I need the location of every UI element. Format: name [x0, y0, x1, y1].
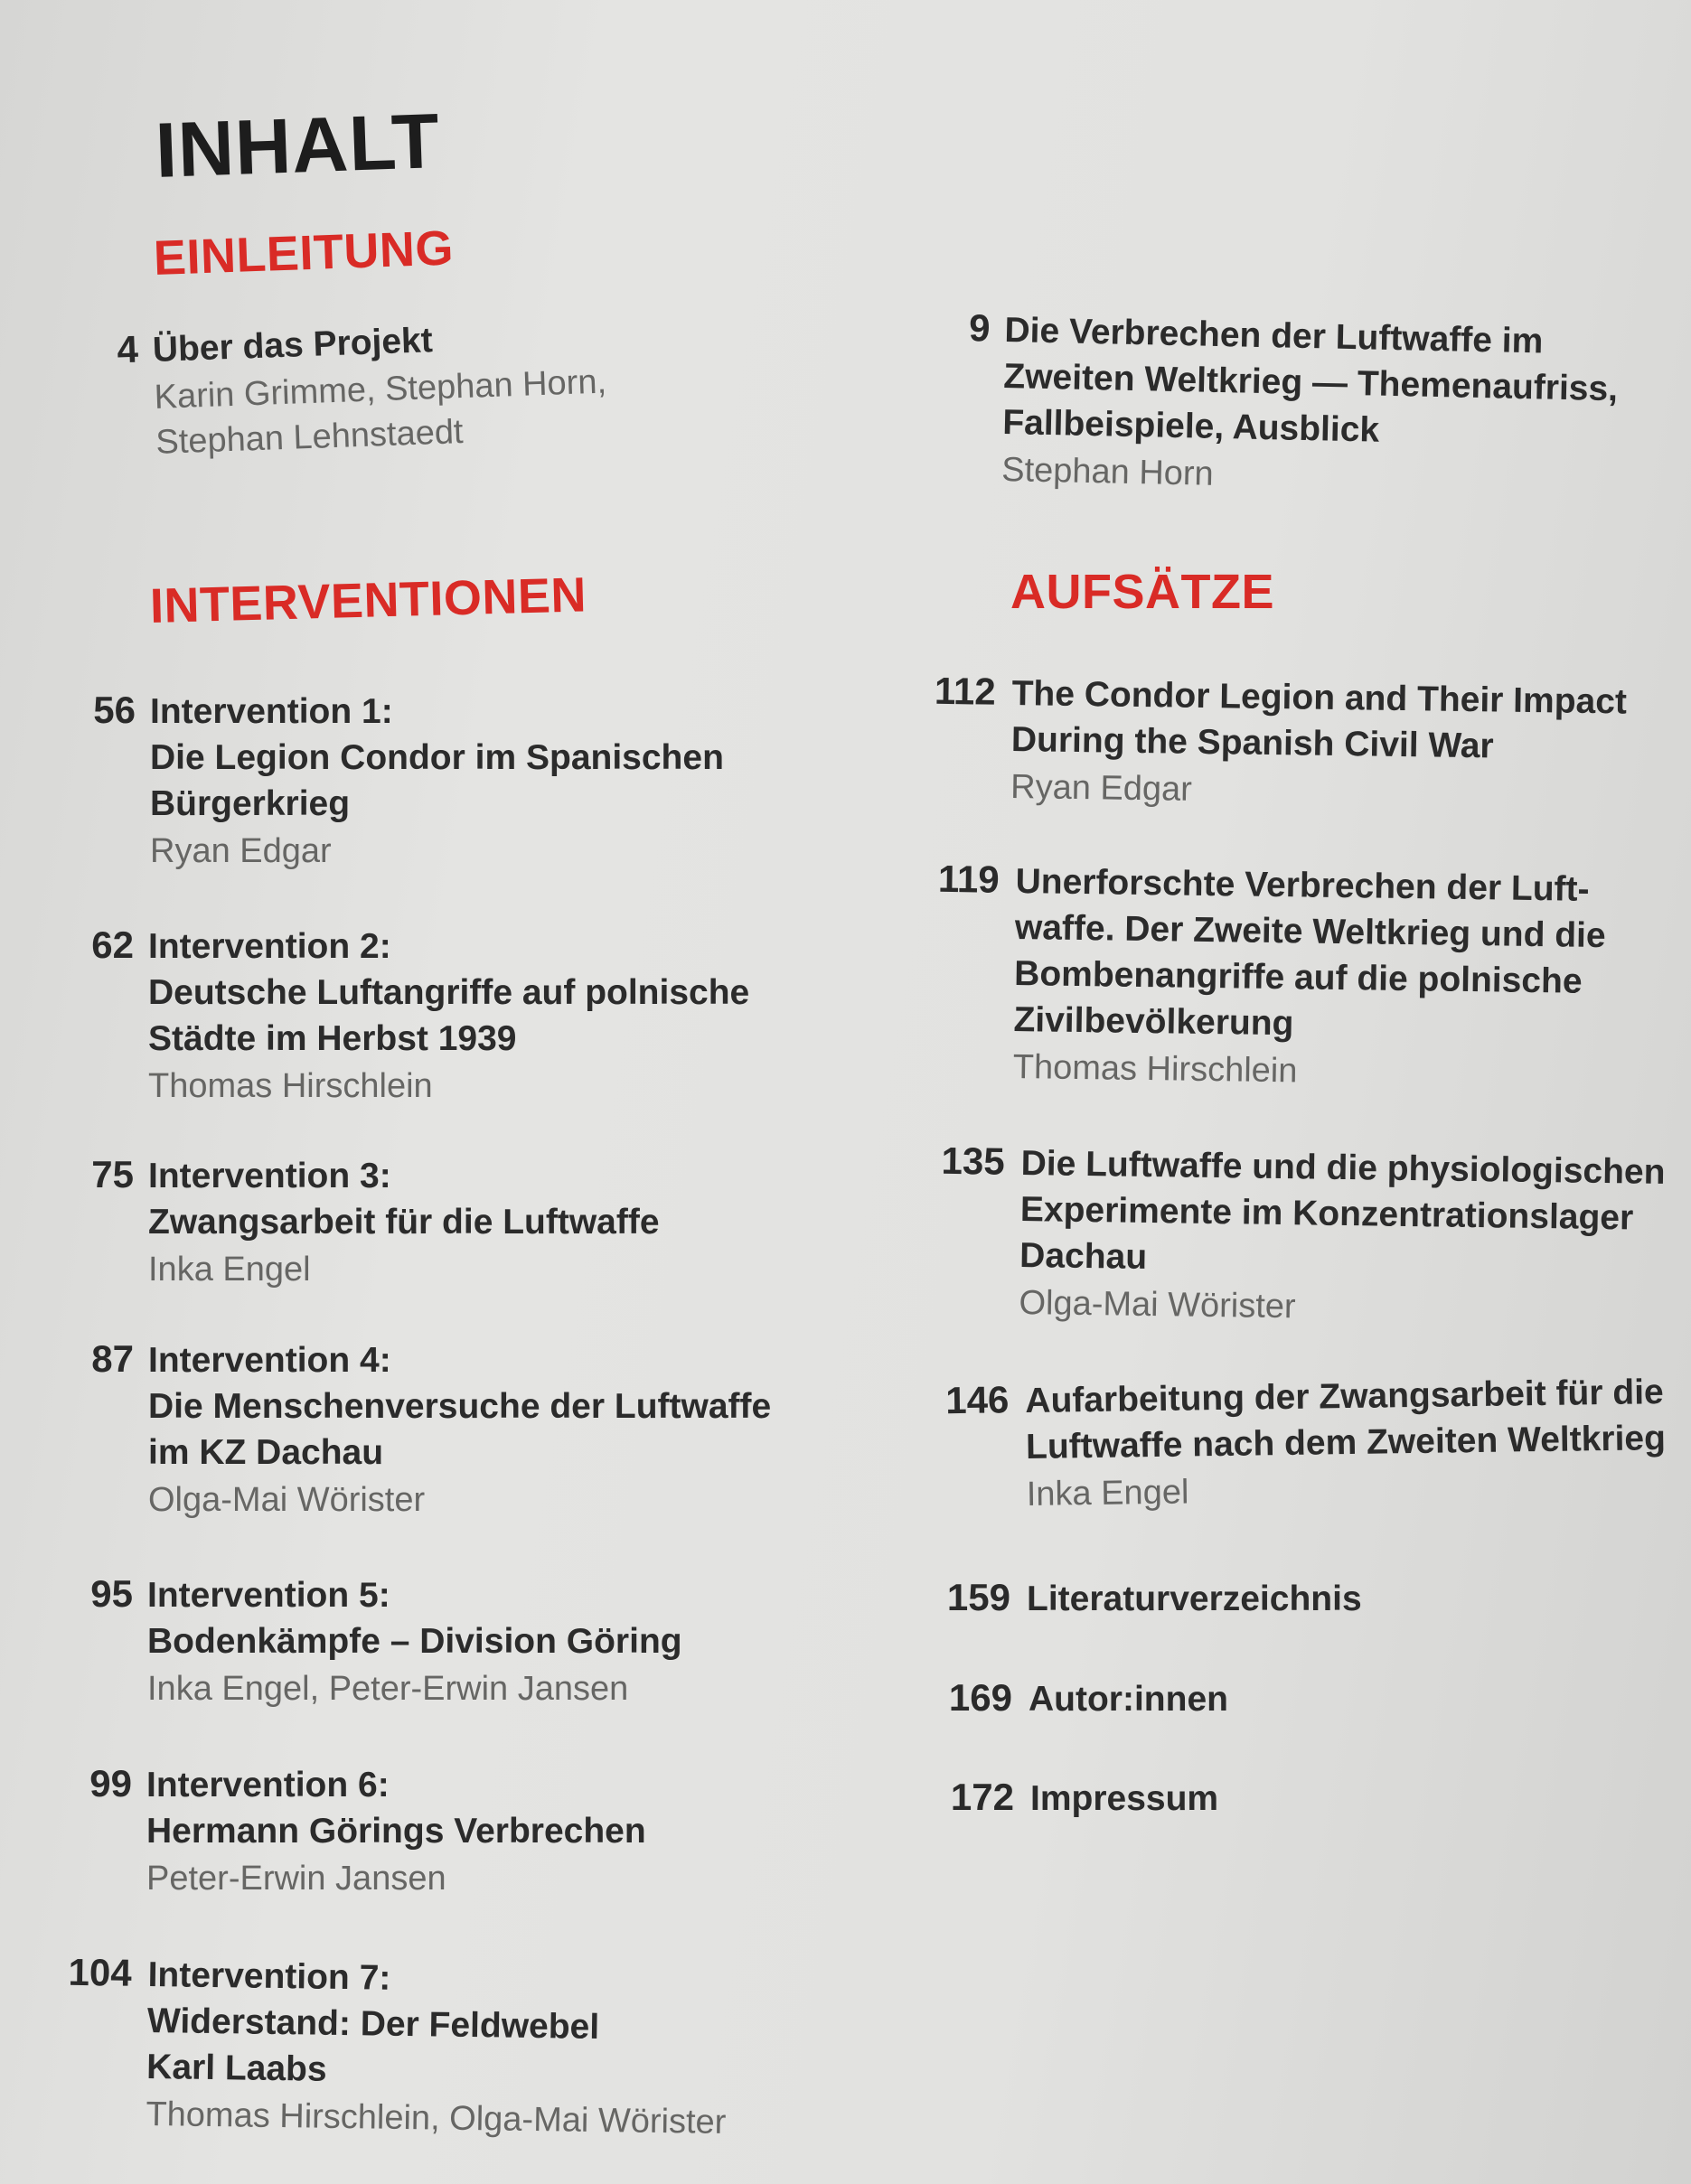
page-number: 62 — [91, 923, 134, 966]
entry-title: Intervention 1: Die Legion Condor im Spanischen Bürgerkrieg — [150, 692, 724, 823]
page-number: 169 — [948, 1676, 1012, 1719]
toc-entry — [937, 857, 1606, 1098]
entry-title: Intervention 6: Hermann Görings Verbrechen — [146, 1766, 646, 1851]
toc-entry — [93, 689, 724, 874]
toc-entry — [68, 1950, 728, 2145]
entry-author: Ryan Edgar — [150, 832, 332, 870]
entry-author: Thomas Hirschlein, Olga-Mai Wörister — [146, 2095, 727, 2142]
page-number: 146 — [944, 1378, 1010, 1422]
entry-title: Aufarbeitung der Zwangsarbeit für die Luftwaffe nach dem Zweiten Weltkrieg — [1025, 1373, 1667, 1467]
toc-entry — [950, 1776, 1219, 1822]
toc-entry — [948, 1676, 1228, 1722]
entry-title: Intervention 2: Deutsche Luftangriffe auf polnische Städte im Herbst 1939 — [148, 927, 750, 1058]
page-number: 159 — [946, 1576, 1010, 1618]
toc-entry — [91, 1153, 660, 1292]
entry-title: Impressum — [1030, 1779, 1219, 1818]
toc-entry — [91, 1337, 772, 1523]
page-number: 104 — [68, 1950, 133, 1994]
entry-title: The Condor Legion and Their Impact During the Spanish Civil War — [1010, 673, 1628, 766]
entry-author: Inka Engel, Peter-Erwin Jansen — [147, 1670, 629, 1708]
entry-title: Intervention 7: Widerstand: Der Feldwebel Karl Laabs — [146, 1954, 600, 2089]
entry-title: Die Verbrechen der Luftwaffe im Zweiten Weltkrieg — Themenaufriss, Fallbeispiele, Ausblick — [1001, 310, 1619, 450]
page-number: 56 — [93, 689, 136, 731]
entry-author: Karin Grimme, Stephan Horn, Stephan Lehnstaedt — [153, 362, 607, 462]
entry-title: Über das Projekt — [152, 321, 434, 370]
toc-entry — [90, 1572, 682, 1711]
entry-title: Intervention 3: Zwangsarbeit für die Luftwaffe — [148, 1157, 660, 1242]
entry-author: Thomas Hirschlein — [148, 1067, 433, 1105]
page-number: 87 — [91, 1337, 134, 1380]
page-number: 99 — [89, 1762, 132, 1804]
entry-title: Autor:innen — [1029, 1680, 1228, 1719]
page-number: 119 — [937, 857, 1001, 901]
section-heading-einleitung: EINLEITUNG — [152, 220, 455, 286]
entry-author: Inka Engel — [1026, 1473, 1189, 1514]
page-number: 9 — [968, 306, 991, 350]
page-number: 112 — [934, 669, 997, 713]
page-number: 75 — [91, 1153, 134, 1195]
section-heading-interventionen: INTERVENTIONEN — [149, 567, 587, 633]
toc-entry — [934, 669, 1628, 818]
page-number: 172 — [950, 1776, 1014, 1818]
entry-title: Intervention 5: Bodenkämpfe – Division Göring — [147, 1576, 682, 1661]
entry-title: Die Luftwaffe und die physiologischen Experimente im Konzentrationslager Dachau — [1019, 1143, 1666, 1277]
entry-author: Peter-Erwin Jansen — [146, 1860, 446, 1898]
page-number: 135 — [941, 1139, 1006, 1183]
section-heading-aufsaetze: AUFSÄTZE — [1010, 565, 1274, 619]
entry-title: Unerforschte Verbrechen der Luft- waffe. Der Zweite Weltkrieg und die Bombenangriffe auf die polnische Zivilbevölkerung — [1013, 861, 1606, 1044]
entry-title: Literaturverzeichnis — [1027, 1579, 1362, 1618]
toc-entry — [89, 1762, 646, 1901]
toc-entry — [968, 306, 1620, 505]
entry-title: Intervention 4: Die Menschenversuche der Luftwaffe im KZ Dachau — [148, 1341, 772, 1472]
entry-author: Thomas Hirschlein — [1012, 1047, 1298, 1091]
toc-entry — [91, 923, 750, 1109]
toc-entry — [941, 1139, 1666, 1335]
toc-entry — [116, 312, 609, 465]
entry-author: Stephan Horn — [1001, 450, 1215, 493]
page-number: 4 — [116, 327, 139, 371]
page-number: 95 — [90, 1572, 133, 1615]
entry-author: Inka Engel — [148, 1251, 311, 1289]
page-title: INHALT — [154, 98, 442, 194]
toc-entry — [946, 1576, 1362, 1622]
entry-author: Olga-Mai Wörister — [1019, 1283, 1296, 1326]
toc-entry — [944, 1369, 1667, 1517]
entry-author: Ryan Edgar — [1010, 767, 1193, 809]
entry-author: Olga-Mai Wörister — [148, 1481, 426, 1519]
